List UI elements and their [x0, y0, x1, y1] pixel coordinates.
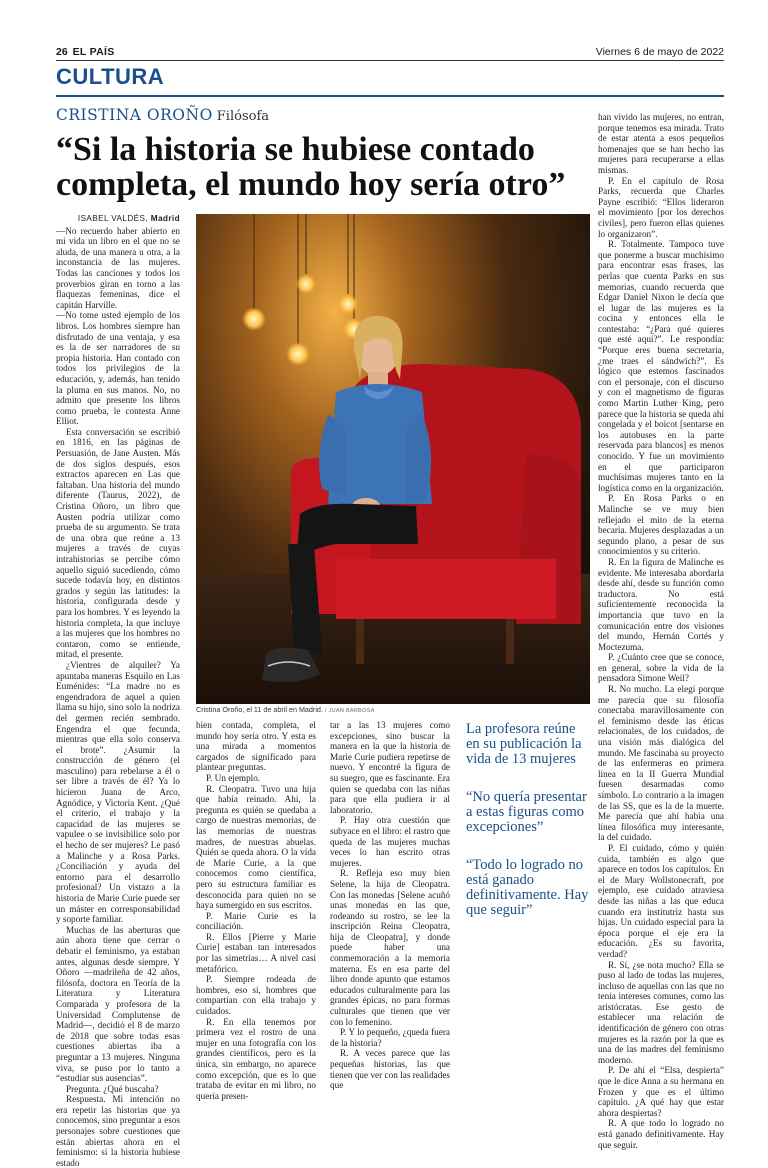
caption-text: Cristina Oroño, el 11 de abril en Madrid.: [196, 705, 323, 714]
paragraph: P. En Rosa Parks o en Malinche se ve muy bien reflejado el mito de la eterna becaria. Mujeres desplazadas a un segundo plano, a pesar de sus conocimientos y su criterio.: [598, 493, 724, 557]
section-title: CULTURA: [56, 64, 165, 89]
paragraph: P. Hay otra cuestión que subyace en el libro: el rastro que queda de las mujeres muchas veces lo han escrito otras mujeres.: [330, 815, 450, 868]
paragraph: R. A veces parece que las pequeñas historias, las que tienen que ver con las realidades que: [330, 1048, 450, 1091]
article-column-5: [598, 112, 725, 1150]
paragraph: Muchas de las aberturas que aún ahora tiene que cerrar o debatir el feminismo, ya estaban antes, algunas desde siempre. Y Oñoro —madrileña de 42 años, filósofa, doctora en Teoría de la Literatura y Literatura Comparada y profesora de la Universidad Complutense de Madrid—, decidió el 8 de marzo de 2018 que sobre todas esas cuestiones abiertas iba a preguntar a 13 mujeres. Ninguna viva, se puso por lo tanto a “estudiar sus ausencias”.: [56, 924, 180, 1084]
paragraph: P. Siempre rodeada de hombres, eso sí, hombres que compartían con ella trabajo y cuidados.: [196, 974, 316, 1017]
interviewee-role: Filósofa: [216, 109, 270, 124]
paragraph: —No recuerdo haber abierto en mi vida un libro en el que no se aluda, de una manera u otra, a la inconstancia de las mujeres. Todas las canciones y todos los proverbios giran en torno a las flaquezas femeninas, dice el capitán Harville.: [56, 225, 180, 310]
interviewee-byline: [56, 106, 269, 124]
paragraph: bien contada, completa, el mundo hoy sería otro. Y esta es una mirada a momentos cargados de significado para plantear preguntas.: [196, 720, 316, 773]
article-headline: “Si la historia se hubiese contado completa, el mundo hoy sería otro”: [56, 131, 566, 203]
paragraph: Esta conversación se escribió en 1816, en las páginas de Persuasión, de Jane Austen. Más de dos siglos después, esos extractos aparecen en Las que faltaban. Una historia del mundo diferente (Taurus, 2022), de Cristina Oñoro, un libro que Austen podría utilizar como prueba de su argumento. Se trata de una obra que reúne a 13 mujeres a través de cuyas intrahistorias se percibe cómo aquello siguió sucediendo, cómo sucede todavía hoy, en distintos grados y según las latitudes: la historia, configurada desde y para los hombres. Y es leyendo la historia completa, la que incluye a las mujeres que los hombres no contaron, como se entiende, mitad, el presente.: [56, 426, 180, 660]
paragraph: —No tome usted ejemplo de los libros. Los hombres siempre han disfrutado de una ventaja, y esa es la de ser narradores de su propia historia. Han contado con todos los privilegios de la educación, y, además, han tenido la pluma en sus manos. No, no admito que presente los libros como prueba, le contesta Anne Elliot.: [56, 310, 180, 427]
portrait-photo: [196, 214, 590, 704]
newspaper-brand: EL PAÍS: [72, 46, 115, 58]
paragraph: R. No mucho. La elegí porque me parecía que su filosofía conectaba maravillosamente con el feminismo desde las éticas relacionales, de los cuidados, de una visión más dialógica del mundo. Me fascinaba su proyecto de las enfermeras en primera línea en la II Guerra Mundial fuesen desarmadas como símbolo. Lo contrario a la imagen de las SS, que es la de la muerte. Me parecía que ahí había una línea filosófica muy interesante, la del cuidado.: [598, 684, 724, 843]
author-name: ISABEL VALDÉS,: [77, 214, 149, 223]
pullquote-exceptions: “No quería presentar a estas figuras como excepciones”: [466, 789, 587, 835]
paragraph: R. En la figura de Malinche es evidente. Me interesaba abordarla desde ahí, desde su función como traductora. No está suficientemente reconocida la importancia que tuvo en la comunicación entre dos visiones del mundo, Hernán Cortés y Moctezuma.: [598, 556, 724, 652]
paragraph: R. Cleopatra. Tuvo una hija que había reinado. Ahí, la pregunta es quién se quedaba a cargo de nuestras memorias, de las memorias de nuestras madres, de nuestras abuelas. Quién se queda ahora. O la vida de Marie Curie, a la que conocemos como científica, pero su estructura familiar es desconocida para quien no se haya sumergido en sus escritos.: [196, 783, 316, 911]
paragraph: R. En ella tenemos por primera vez el rostro de una mujer en una fotografía con los grandes científicos, pero es la única, sin embargo, no aparece como excepción, que es lo que trataba de evitar en mi libro, no quería presen-: [196, 1016, 316, 1101]
paragraph: Pregunta. ¿Qué buscaba?: [66, 1083, 159, 1094]
paragraph: P. Y lo pequeño, ¿queda fuera de la historia?: [330, 1027, 450, 1048]
paragraph: P. En el capítulo de Rosa Parks, recuerda que Charles Payne escribió: “Ellos lideraron el movimiento [por los derechos civiles], pero fueron ellas quienes lo organizaron”.: [598, 175, 724, 239]
paragraph: tar a las 13 mujeres como excepciones, sino buscar la manera en la que la historia de Marie Curie pudiera repetirse de nuevo. Y encontré la figura de su suegro, que es fascinante. Era quien se quedaba con las niñas para que ella pudiera ir al laboratorio.: [330, 720, 450, 815]
issue-date: Viernes 6 de mayo de 2022: [595, 46, 724, 58]
paragraph: Respuesta. Mi intención no era repetir las historias que ya conocemos, sino preguntar a esos personajes sobre cuestiones que están abiertas ahora en el feminismo: si la historia hubiese estado: [56, 1094, 180, 1168]
interviewee-name: CRISTINA OROÑO: [56, 106, 213, 124]
pullquote-keep-going: “Todo lo logrado no está ganado definitivamente. Hay que seguir”: [466, 857, 589, 918]
paragraph: P. Marie Curie es la conciliación.: [196, 910, 316, 932]
paragraph: R. Ellos [Pierre y Marie Curie] estaban tan interesados por las simetrías… A nivel casi metafórico.: [196, 931, 316, 974]
portrait-illustration: [196, 214, 590, 704]
paragraph: han vivido las mujeres, no entran, porque tenemos esa mirada. Trato de estar atenta a esos pequeños homenajes que se han hecho las mujeres para recuperarse a ellas mismas.: [598, 112, 724, 175]
page-header: [56, 46, 724, 60]
paragraph: P. ¿Cuánto cree que se conoce, en general, sobre la vida de la pensadora Simone Weil?: [598, 652, 724, 684]
author-place: Madrid: [150, 214, 180, 223]
author-line: [56, 214, 180, 225]
page-number: 26: [56, 46, 68, 58]
pullquote-summary: La profesora reúne en su publicación la vida de 13 mujeres: [466, 721, 582, 767]
paragraph: R. Totalmente. Tampoco tuve que ponerme a buscar muchísimo para encontrar esas frases, las perlas que cuenta Parks en sus memorias, cuando recuerda que Edgar Daniel Nixon le decía que el lugar de las mujeres es la cocina y entonces ella le contestaba: “¿Para qué quieres que esté aquí?”. Le respondía: “Porque eres buena secretaria, ¿me traes el sándwich?”. Es lógico que estemos fascinados con el personaje, con el discurso y con el magnetismo de figuras como Martin Luther King, pero parece que la historia se queda ahí congelada y el boicot [sentarse en los autobuses en la parte reservada para blancos] es menos conocido. Y fue un movimiento en el que participaron muchísimas mujeres tanto en la logística como en la organización.: [598, 239, 725, 493]
article-column-3: [330, 720, 450, 1091]
paragraph: R. Refleja eso muy bien Selene, la hija de Cleopatra. Con las monedas [Selene acuñó unas monedas en las que, rodeando su rostro, se lee la inscripción Reina Cleopatra, hija de Cleopatra], y donde puede haber una conmemoración a la memoria materna. Es en esa parte del libro donde apunto que estamos educados culturalmente para las grandes épicas, no para formas culturales que tienen que ver con lo femenino.: [330, 868, 450, 1027]
paragraph: ¿Vientres de alquiler? Ya apuntaba maneras Esquilo en Las Euménides: “La madre no es engendradora de aquel a quien llama su hijo, sino solo la nodriza del germen recién sembrado. Engendra el que fecunda, mientras que ella solo conserva el brote”. ¿Asumir la construcción de género (el masculino) para rebelarse a él o ser libre a través de él? Ya lo hicieron Juana de Arco, Agnódice, y Victoria Kent. ¿Qué el criterio, el trabajo y la capacidad de las mujeres se vapulee o se invisibilice solo por el hecho de ser mujeres? Le pasó a Malinche y a Rosa Parks. ¿Conciliación y ayuda del entorno para el desarrollo profesional? Un vistazo a la historia de Marie Curie puede ser un máster en corresponsabilidad y soporte familiar.: [56, 659, 180, 925]
header-rule: [56, 60, 724, 61]
article-column-2: [196, 720, 316, 1101]
paragraph: P. El cuidado, cómo y quién cuida, también es algo que aparece en todos los capítulos. En el de Mary Wollstonecraft, por ejemplo, ese cuidado atraviesa desde las niñas a las que educa cuando era institutriz hasta sus hijas. Un cuidado especial para la época porque el eje era la educación. ¿Es su favorita, verdad?: [598, 842, 724, 959]
paragraph: R. Sí, ¿se nota mucho? Ella se puso al lado de todas las mujeres, incluso de aquellas con las que no tenía intereses comunes, como las aristócratas. Ese gesto de establecer una relación de identificación de género con otras mujeres es la razón por la que es una de las madres del feminismo moderno.: [598, 959, 724, 1065]
photo-caption: [196, 705, 590, 715]
paragraph: P. Un ejemplo.: [206, 772, 261, 783]
article-column-1: [56, 214, 180, 1168]
paragraph: R. A que todo lo logrado no está ganado definitivamente. Hay que seguir.: [598, 1118, 724, 1150]
section-rule: [56, 95, 724, 97]
paragraph: P. De ahí el “Elsa, despierta” que le dice Anna a su hermana en Frozen y que es el último capítulo. ¿A qué hay que estar ahora despiertas?: [598, 1065, 724, 1118]
photo-credit: / JUAN BARBOSA: [324, 708, 375, 714]
bulb-glows: [242, 274, 365, 366]
